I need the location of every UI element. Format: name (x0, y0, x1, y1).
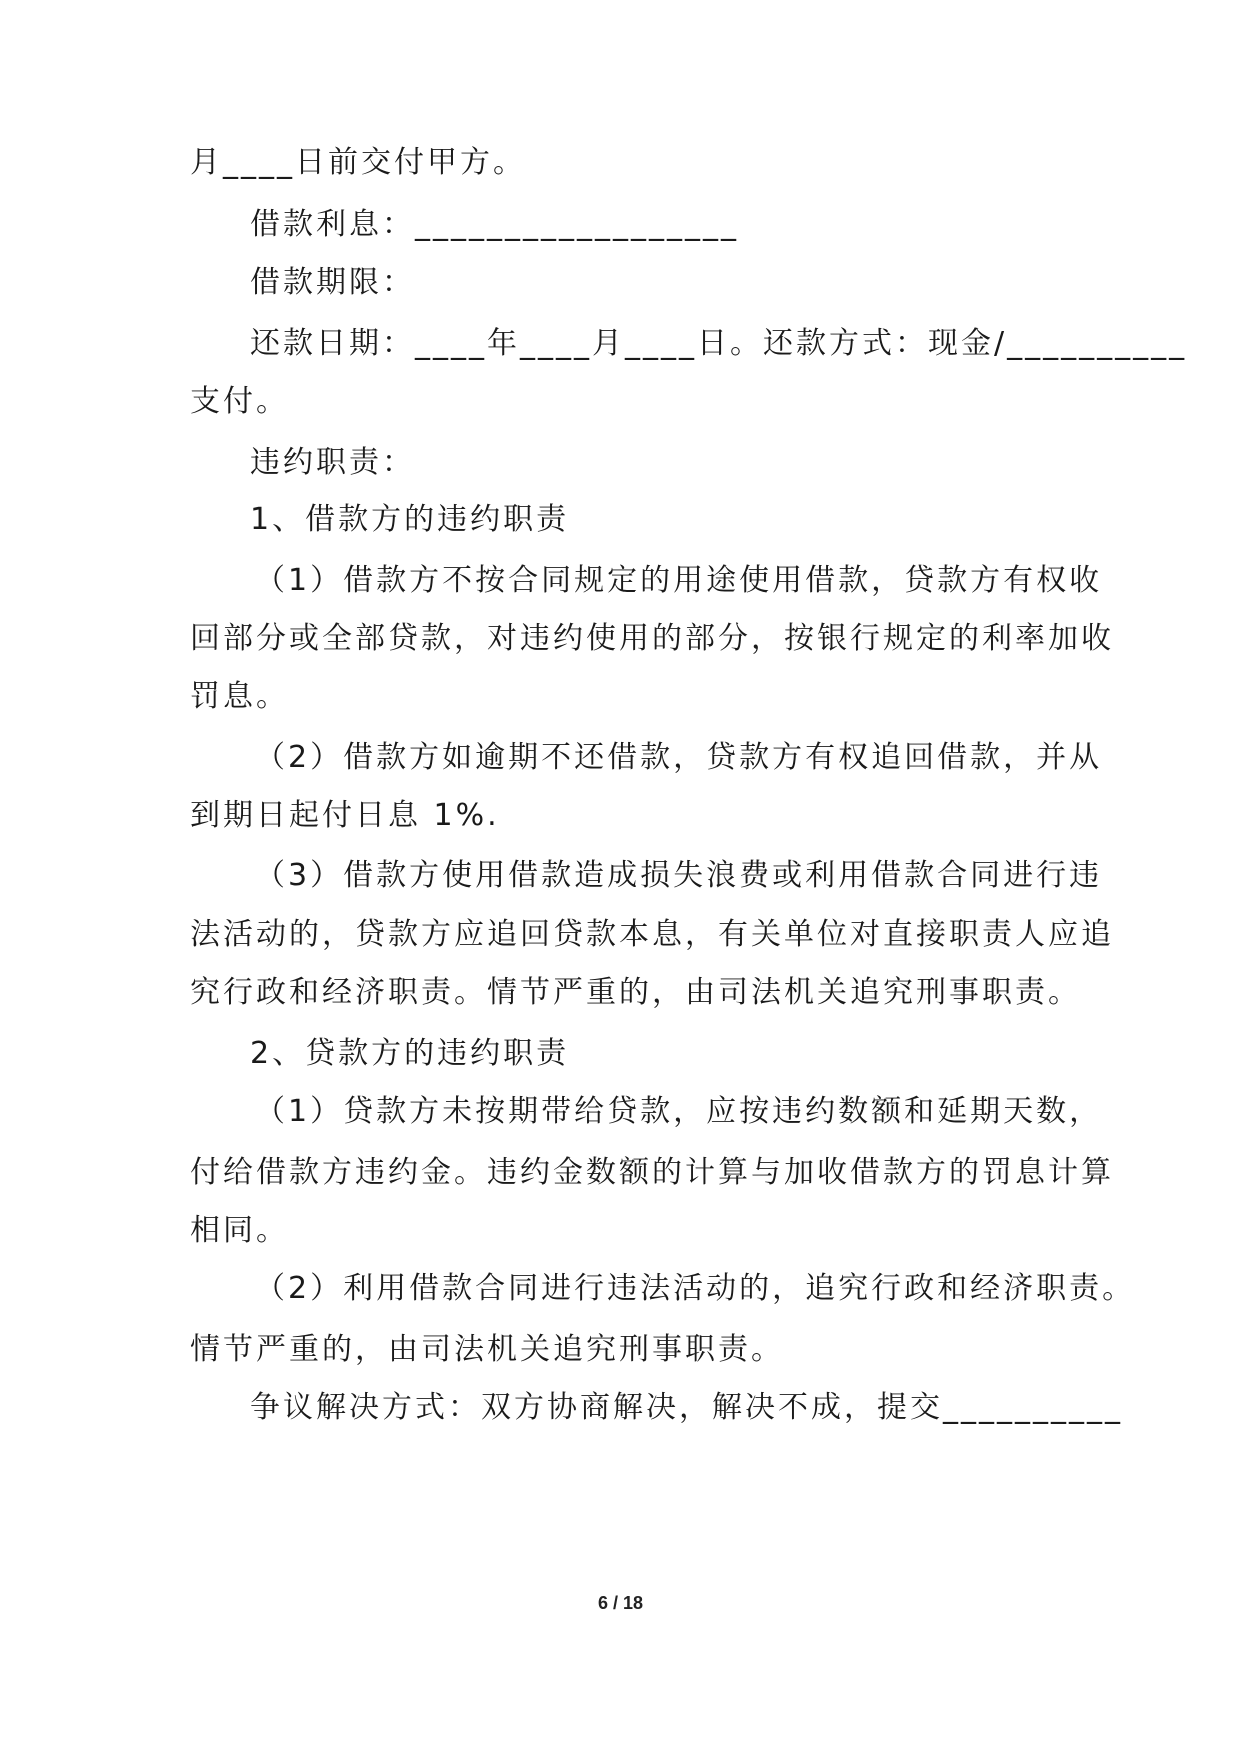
paragraph-line: 借款期限： (250, 265, 415, 300)
page-number: 6 / 18 (597, 1593, 644, 1613)
section-heading: 1、借款方的违约职责 (250, 502, 570, 537)
paragraph-line: 回部分或全部贷款，对违约使用的部分，按银行规定的利率加收 (190, 621, 1114, 656)
paragraph-line: 支付。 (190, 384, 289, 419)
paragraph-line: 相同。 (190, 1213, 289, 1248)
paragraph-line: 付给借款方违约金。违约金数额的计算与加收借款方的罚息计算 (190, 1155, 1114, 1190)
section-heading: 2、贷款方的违约职责 (250, 1036, 570, 1071)
paragraph-line: 违约职责： (250, 445, 415, 480)
paragraph-line: 罚息。 (190, 679, 289, 714)
paragraph-line: （2）利用借款合同进行违法活动的，追究行政和经济职责。 (255, 1271, 1136, 1306)
paragraph-line: （3）借款方使用借款造成损失浪费或利用借款合同进行违 (255, 858, 1103, 893)
paragraph-line: 争议解决方式：双方协商解决，解决不成，提交__________ (250, 1390, 1123, 1425)
paragraph-line: 法活动的，贷款方应追回贷款本息，有关单位对直接职责人应追 (190, 917, 1114, 952)
paragraph-line: 情节严重的，由司法机关追究刑事职责。 (190, 1332, 784, 1367)
paragraph-line: 究行政和经济职责。情节严重的，由司法机关追究刑事职责。 (190, 975, 1081, 1010)
paragraph-line: （1）借款方不按合同规定的用途使用借款，贷款方有权收 (255, 563, 1103, 598)
paragraph-line: 还款日期：____年____月____日。还款方式：现金/__________ (250, 326, 1188, 361)
paragraph-line: 借款利息：__________________ (250, 207, 739, 242)
paragraph-line: 到期日起付日息 1%. (190, 798, 500, 833)
paragraph-line: （1）贷款方未按期带给贷款，应按违约数额和延期天数， (255, 1094, 1103, 1129)
paragraph-line: 月____日前交付甲方。 (190, 145, 526, 180)
paragraph-line: （2）借款方如逾期不还借款，贷款方有权追回借款，并从 (255, 740, 1103, 775)
